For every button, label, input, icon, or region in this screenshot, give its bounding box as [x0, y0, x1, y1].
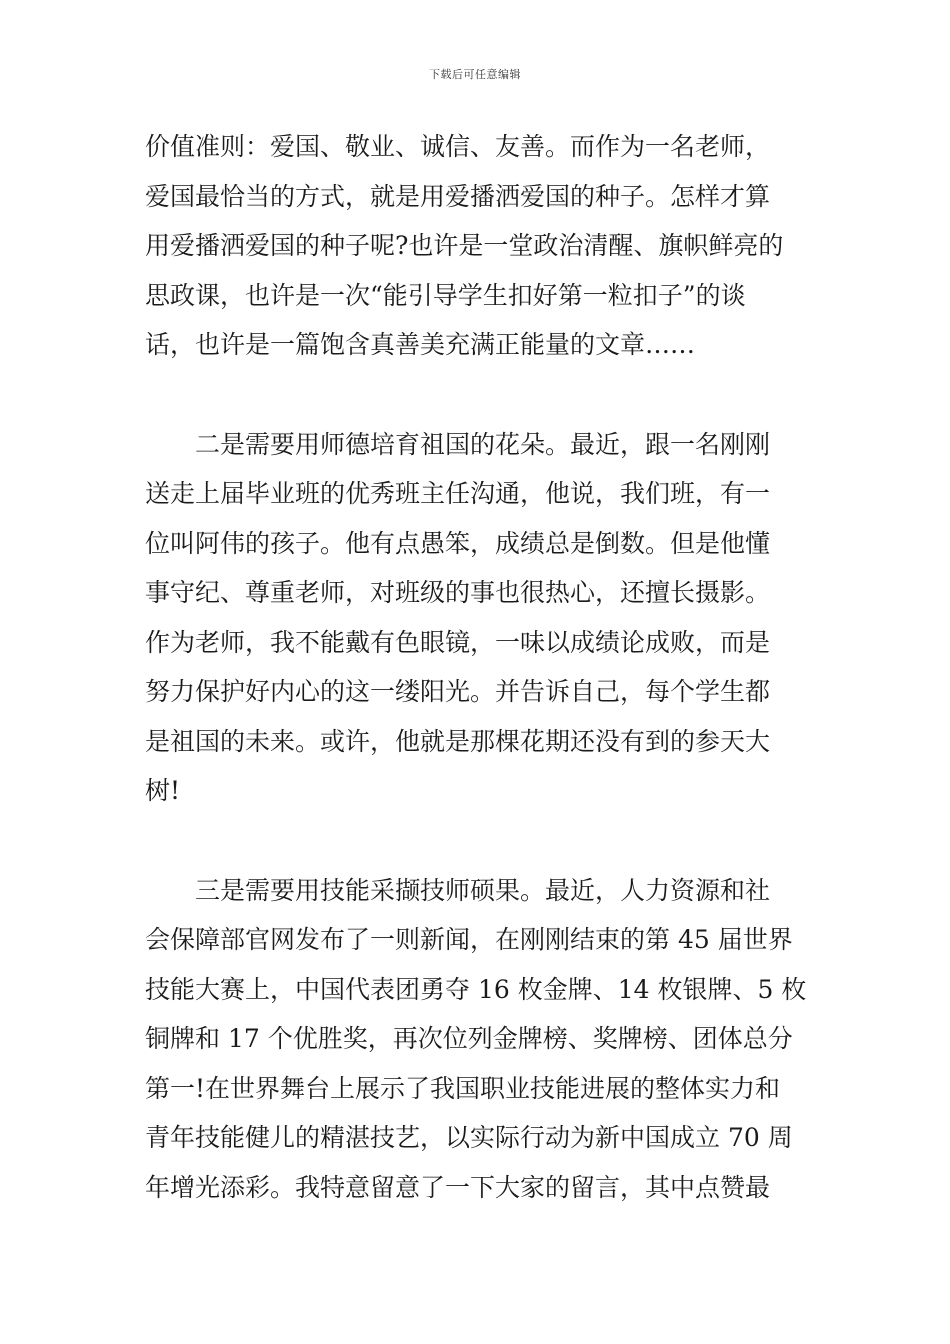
- text-line: 送走上届毕业班的优秀班主任沟通，他说，我们班，有一: [145, 479, 771, 508]
- text-line: 作为老师，我不能戴有色眼镜，一味以成绩论成败，而是: [145, 627, 771, 657]
- text-line: 事守纪、尊重老师，对班级的事也很热心，还擅长摄影。: [145, 578, 771, 607]
- text-line: 青年技能健儿的精湛技艺，以实际行动为新中国成立 70 周: [145, 1123, 793, 1152]
- header-note: 下载后可任意编辑: [429, 68, 521, 81]
- paragraph-2: [145, 420, 810, 816]
- text-line: 铜牌和 17 个优胜奖，再次位列金牌榜、奖牌榜、团体总分: [145, 1024, 793, 1053]
- text-line: 思政课，也许是一次“能引导学生扣好第一粒扣子”的谈: [145, 280, 746, 310]
- paragraph-gap: [145, 370, 810, 420]
- text-line: 二是需要用师德培育祖国的花朵。最近，跟一名刚刚: [145, 429, 771, 459]
- text-line: 年增光添彩。我特意留意了一下大家的留言，其中点赞最: [145, 1172, 771, 1202]
- text-line: 三是需要用技能采撷技师硕果。最近，人力资源和社: [145, 875, 771, 905]
- text-line: 话，也许是一篇饱含真善美充满正能量的文章……: [145, 330, 696, 359]
- text-line: 第一!在世界舞台上展示了我国职业技能进展的整体实力和: [145, 1073, 781, 1103]
- paragraph-gap: [145, 816, 810, 866]
- text-line: 价值准则：爱国、敬业、诚信、友善。而作为一名老师，: [145, 132, 771, 161]
- paragraph-1: [145, 122, 810, 370]
- paragraph-3: [145, 866, 810, 1213]
- text-line: 位叫阿伟的孩子。他有点愚笨，成绩总是倒数。但是他懂: [145, 528, 771, 558]
- text-line: 爱国最恰当的方式，就是用爱播洒爱国的种子。怎样才算: [145, 181, 771, 211]
- text-line: 技能大赛上，中国代表团勇夺 16 枚金牌、14 枚银牌、5 枚: [145, 974, 807, 1004]
- text-line: 会保障部官网发布了一则新闻，在刚刚结束的第 45 届世界: [145, 925, 793, 954]
- text-line: 用爱播洒爱国的种子呢?也许是一堂政治清醒、旗帜鲜亮的: [145, 231, 784, 260]
- text-line: 树!: [145, 776, 181, 805]
- text-line: 是祖国的未来。或许，他就是那棵花期还没有到的参天大: [145, 726, 771, 756]
- body-text: [145, 122, 810, 1212]
- text-line: 努力保护好内心的这一缕阳光。并告诉自己，每个学生都: [145, 677, 771, 706]
